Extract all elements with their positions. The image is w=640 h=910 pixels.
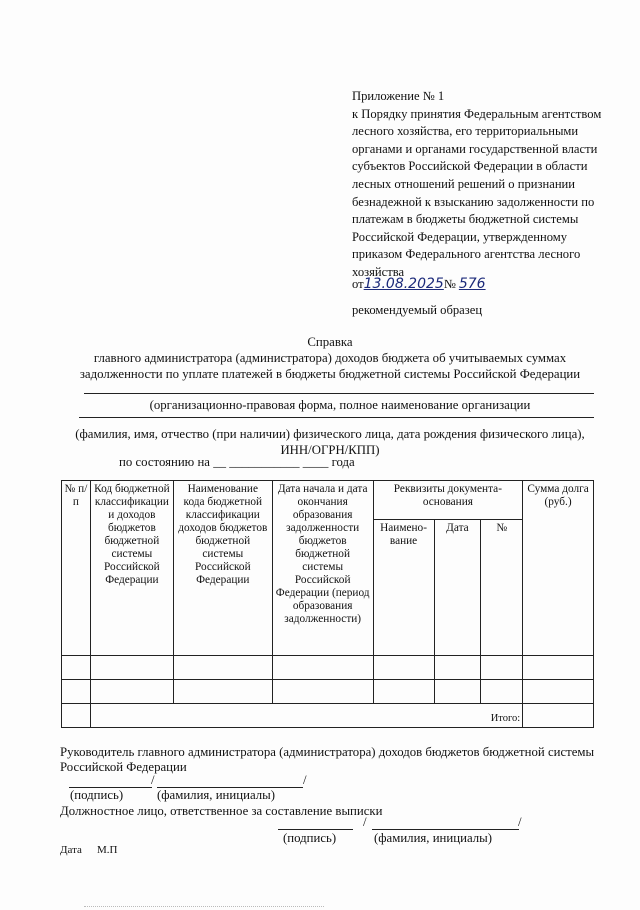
table-cell	[373, 656, 434, 680]
debt-table	[61, 480, 594, 728]
table-cell	[62, 656, 91, 680]
appendix-line: лесного хозяйства, его территориальными	[352, 124, 579, 139]
appendix-line: субъектов Российской Федерации в области	[352, 159, 588, 174]
order-date-number	[352, 276, 486, 292]
header-doc-date: Дата	[434, 520, 481, 656]
head-signature-line-1: Руководитель главного администратора (администратора) доходов бюджетов бюджетной системы	[60, 745, 595, 759]
date-label: Дата	[60, 844, 82, 856]
responsible-name-caption: (фамилия, инициалы)	[374, 831, 492, 845]
responsible-name-blank	[372, 829, 519, 830]
heading-line-1: главного администратора (администратора) доходов бюджета об учитываемых суммах	[93, 351, 567, 365]
table-cell	[434, 656, 481, 680]
responsible-sign-blank	[278, 829, 353, 830]
as-of-blank-month: ___________	[229, 455, 300, 469]
head-slash: /	[151, 773, 155, 787]
total-value-cell	[523, 704, 594, 728]
responsible-official: Должностное лицо, ответственное за составление выписки	[60, 804, 383, 818]
document-title: Справка	[307, 335, 353, 349]
header-kbk-name: Наименование кода бюджетной классификации доходов бюджетов бюджетной системы Российской Федерации	[173, 481, 272, 656]
total-label: Итого:	[90, 704, 522, 728]
as-of-suffix: года	[331, 455, 355, 469]
table-cell	[523, 656, 594, 680]
stamp-label: М.П	[97, 844, 118, 856]
table-cell	[434, 680, 481, 704]
appendix-line: Российской Федерации, утвержденному	[352, 229, 568, 244]
head-name-caption: (фамилия, инициалы)	[157, 788, 275, 802]
as-of-blank-year: ____	[302, 455, 329, 469]
appendix-line: органами и органами государственной власти	[352, 141, 598, 156]
person-caption-line-2: ИНН/ОГРН/КПП)	[280, 443, 380, 457]
table-cell	[272, 680, 373, 704]
table-row	[62, 680, 594, 704]
table-cell	[373, 680, 434, 704]
head-sign-caption: (подпись)	[70, 788, 124, 802]
as-of-blank-day: __	[213, 455, 226, 469]
date-prefix: от	[352, 277, 364, 291]
table-cell	[90, 656, 173, 680]
table-cell	[523, 680, 594, 704]
organization-underline	[84, 393, 594, 394]
header-sum: Сумма долга (руб.)	[523, 481, 594, 656]
header-dates: Дата начала и дата окончания образования задолженности бюджетов бюджетной системы Российской Федерации (период образования задолженности)	[272, 481, 373, 656]
table-cell	[90, 680, 173, 704]
appendix-line: безнадежной к взысканию задолженности по	[352, 194, 595, 209]
heading-line-2: задолженности по уплате платежей в бюджеты бюджетной системы Российской Федерации	[79, 367, 581, 381]
table-cell	[173, 680, 272, 704]
appendix-block	[352, 88, 602, 282]
table-cell	[481, 680, 523, 704]
table-cell	[481, 656, 523, 680]
head-signature-line-2: Российской Федерации	[60, 760, 187, 774]
handwritten-number: 576	[458, 276, 486, 292]
responsible-slash-end: /	[518, 815, 522, 829]
appendix-line: платежам в бюджеты бюджетной системы	[352, 212, 579, 227]
organization-caption: (организационно-правовая форма, полное наименование организации	[149, 398, 531, 412]
table-cell	[272, 656, 373, 680]
table-header-row	[62, 481, 594, 520]
handwritten-date: 13.08.2025	[363, 276, 444, 292]
appendix-line: хозяйства	[352, 264, 405, 279]
table-row	[62, 656, 594, 680]
appendix-line: лесных отношений решений о признании	[352, 176, 576, 191]
number-prefix: №	[443, 277, 456, 291]
appendix-line: к Порядку принятия Федеральным агентством	[352, 106, 602, 121]
header-kbk: Код бюджетной классификации и доходов бюджетов бюджетной системы Российской Федерации	[90, 481, 173, 656]
responsible-slash: /	[363, 815, 367, 829]
as-of-prefix: по состоянию на	[119, 455, 210, 469]
responsible-sign-caption: (подпись)	[283, 831, 337, 845]
head-slash-end: /	[303, 773, 307, 787]
header-doc-group: Реквизиты документа-основания	[373, 481, 523, 520]
appendix-line: приказом Федерального агентства лесного	[352, 247, 581, 262]
sample-label: рекомендуемый образец	[352, 303, 483, 317]
as-of-date	[119, 455, 355, 470]
person-underline	[79, 417, 594, 418]
person-caption-line-1: (фамилия, имя, отчество (при наличии) физического лица, дата рождения физического лица),	[75, 427, 585, 441]
header-doc-name: Наимено-вание	[373, 520, 434, 656]
table-cell	[62, 680, 91, 704]
header-doc-num: №	[481, 520, 523, 656]
appendix-title: Приложение № 1	[352, 89, 445, 103]
table-cell	[62, 704, 91, 728]
header-num: № п/п	[62, 481, 91, 656]
scan-artifact-line	[84, 906, 324, 907]
table-cell	[173, 656, 272, 680]
table-total-row	[62, 704, 594, 728]
